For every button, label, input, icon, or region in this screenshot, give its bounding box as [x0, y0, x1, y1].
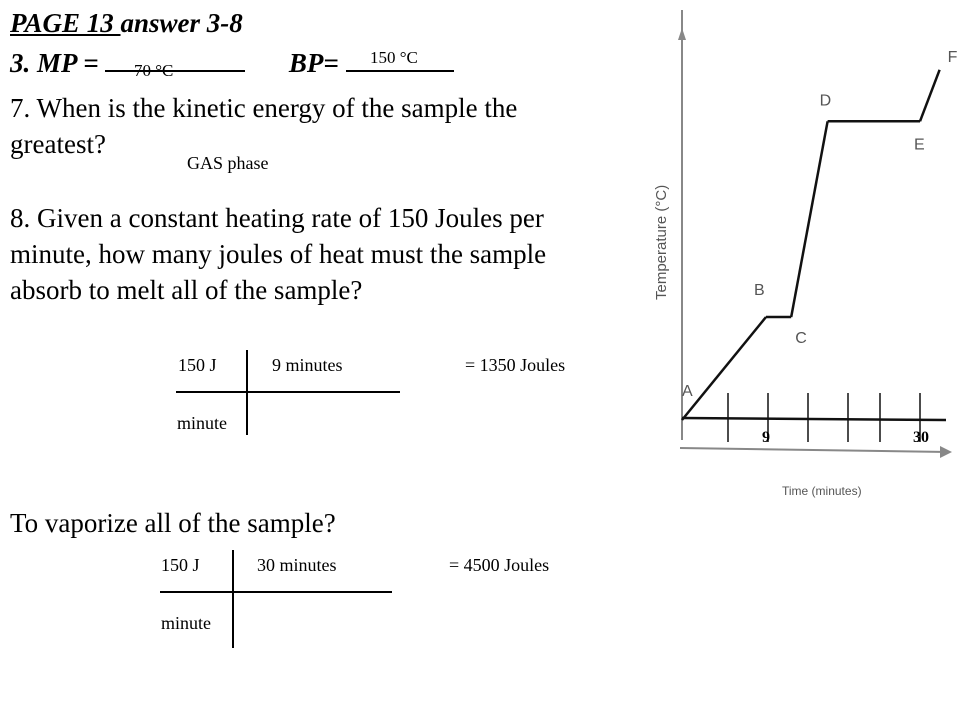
point-label-B: B: [754, 282, 765, 299]
baseline: [682, 418, 946, 420]
tick-label-9: 9: [762, 429, 770, 446]
question-8-line-2: minute, how many joules of heat must the sample: [10, 239, 547, 269]
question-vaporize: To vaporize all of the sample?: [10, 508, 336, 538]
point-label-E: E: [914, 136, 925, 154]
x-axis: [680, 448, 948, 452]
y-axis-label: Temperature (°C): [653, 184, 670, 300]
melt-rate-numerator: 150 J: [178, 355, 217, 375]
question-8: [10, 200, 546, 308]
question-8-line-3: absorb to melt all of the sample?: [10, 275, 363, 305]
title-underlined: PAGE 13: [10, 8, 121, 38]
vap-time: 30 minutes: [257, 555, 337, 575]
melt-time: 9 minutes: [272, 355, 343, 375]
x-axis-label: Time (minutes): [782, 484, 862, 498]
question-7-answer: GAS phase: [187, 153, 269, 173]
y-axis-arrow: [678, 28, 686, 40]
vap-divider-horizontal: [160, 591, 392, 593]
curve-segment-AB: [682, 317, 766, 420]
question-7-line-2: greatest?: [10, 129, 106, 159]
curve-segment-CD: [791, 121, 827, 317]
curve-segment-EF: [920, 70, 940, 122]
question-7: [10, 90, 517, 162]
melt-rate-denominator: minute: [177, 413, 227, 433]
heating-curve-chart: [650, 0, 960, 520]
question-8-line-1: 8. Given a constant heating rate of 150 Joules per: [10, 203, 544, 233]
point-label-D: D: [819, 92, 832, 110]
bp-label: BP=: [288, 48, 339, 78]
melt-divider-horizontal: [176, 391, 400, 393]
melt-result: = 1350 Joules: [465, 355, 566, 375]
point-label-A: A: [682, 383, 693, 400]
title-rest: answer 3-8: [120, 8, 243, 38]
mp-answer: 70 °C: [134, 61, 174, 80]
point-label-C: C: [795, 330, 807, 347]
heating-curve: [682, 49, 958, 420]
point-label-F: F: [947, 48, 958, 66]
page-title: [10, 8, 243, 39]
vap-divider-vertical: [232, 550, 234, 648]
bp-answer: 150 °C: [370, 48, 418, 67]
tick-label-30: 30: [913, 429, 929, 446]
vap-rate-denominator: minute: [161, 613, 211, 633]
x-axis-arrow: [940, 446, 952, 458]
vap-result: = 4500 Joules: [449, 555, 550, 575]
mp-label: 3. MP =: [10, 48, 106, 78]
vap-rate-numerator: 150 J: [161, 555, 200, 575]
question-7-line-1: 7. When is the kinetic energy of the sample the: [10, 93, 518, 123]
mp-blank: [105, 48, 245, 72]
melt-divider-vertical: [246, 350, 248, 435]
